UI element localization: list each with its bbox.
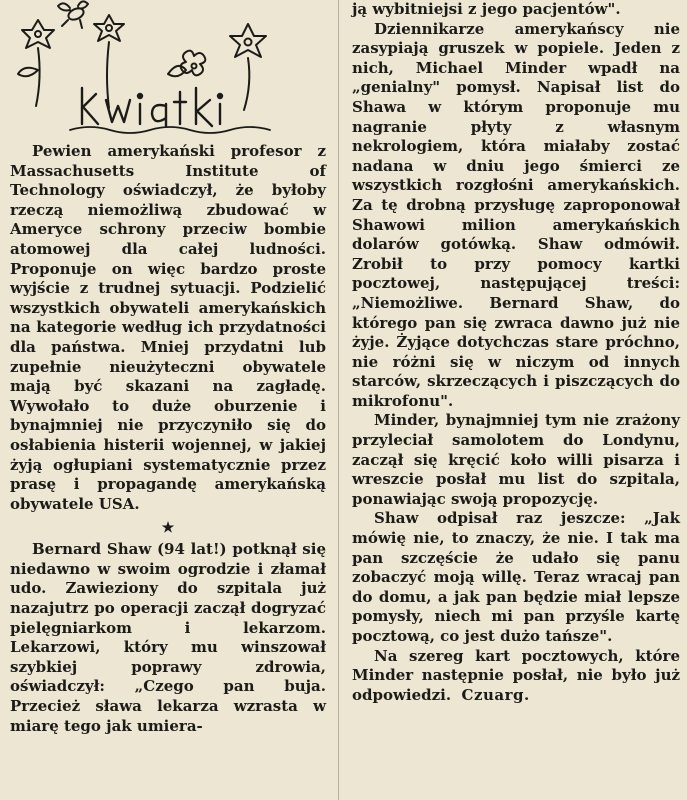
closing-sentence: Na szereg kart pocztowych, które Minder następnie posłał, nie było już odpowiedzi. (352, 646, 680, 704)
right-column (352, 0, 680, 705)
title-lettering (82, 88, 222, 126)
flower-icon (230, 24, 266, 110)
article-paragraph: Bernard Shaw (94 lat!) potknął się niedawno w swoim ogrodzie i złamał udo. Zawieziony do szpitala już nazajutrz po operacji zaczął dogryzać pielęgniarkom i lekarzom. Lekarzowi, który mu winszował szybkiej poprawy zdrowia, oświadczył: „Czego pan buja. Przecież sława lekarza wzrasta w miarę tego jak umiera- (10, 540, 326, 735)
article-paragraph: Dziennikarze amerykańscy nie zasypiają gruszek w popiele. Jeden z nich, Michael Minder wpadł na „genialny" pomysł. Napisał list do Shawa w którym proponuje mu nagranie płyty z własnym nekrologiem, która miałaby zostać nadana w dniu jego śmierci ze wszystkich rozgłośni amerykańskich. Za tę drobną przysługę zaproponował Shawowi milion amerykańskich dolarów gotówką. Shaw odmówił. Zrobił to przy pomocy kartki pocztowej, następującej treści: „Niemożliwe. Bernard Shaw, do którego pan się zwraca dawno już nie żyje. Żyjące dotychczas stare próchno, nie różni się w niczym od innych starców, skrzeczących i piszczących do mikrofonu". (352, 19, 680, 410)
star-separator: ★ (161, 520, 175, 537)
author-signature: Czuarg. (461, 685, 530, 704)
flower-icon (94, 15, 124, 108)
article-paragraph: Minder, bynajmniej tym nie zrażony przyleciał samolotem do Londynu, zaczął się kręcić koło willi pisarza i wreszcie posłał mu list do szpitala, ponawiając swoją propozycję. (352, 411, 680, 508)
column-divider (338, 0, 339, 800)
header-illustration (10, 0, 310, 142)
article-paragraph (352, 647, 680, 706)
left-column (10, 0, 326, 736)
article-paragraph: Pewien amerykański profesor z Massachusetts Institute of Technology oświadczył, że byłoby rzeczą niemożliwą zbudować w Ameryce schrony przeciw bombie atomowej dla całej ludności. Proponuje on więc bardzo proste wyjście z trudnej sytuacji. Podzielić wszystkich obywateli amerykańskich na kategorie według ich przydatności dla państwa. Mniej przydatni lub zupełnie nieużyteczni obywatele mają być skazani na zagładę. Wywołało to duże oburzenie i bynajmniej nie przyczyniło się do osłabienia histerii wojennej, w jakiej żyją ogłupiani systematycznie przez prasę i propagandę amerykańską obywatele USA. (10, 142, 326, 513)
flower-icon (18, 20, 54, 106)
flowers-illustration (10, 0, 310, 142)
article-paragraph: Shaw odpisał raz jeszcze: „Jak mówię nie, to znaczy, że nie. I tak ma pan szczęście że udało się panu zobaczyć moją willę. Teraz wracaj pan do domu, a jak pan będzie miał lepsze pomysły, niech mi pan przyśle kartę pocztową, co jest dużo tańsze". (352, 509, 680, 645)
article-paragraph-continuation: ją wybitniejsi z jego pacjentów". (352, 0, 621, 18)
bee-icon (58, 1, 88, 28)
